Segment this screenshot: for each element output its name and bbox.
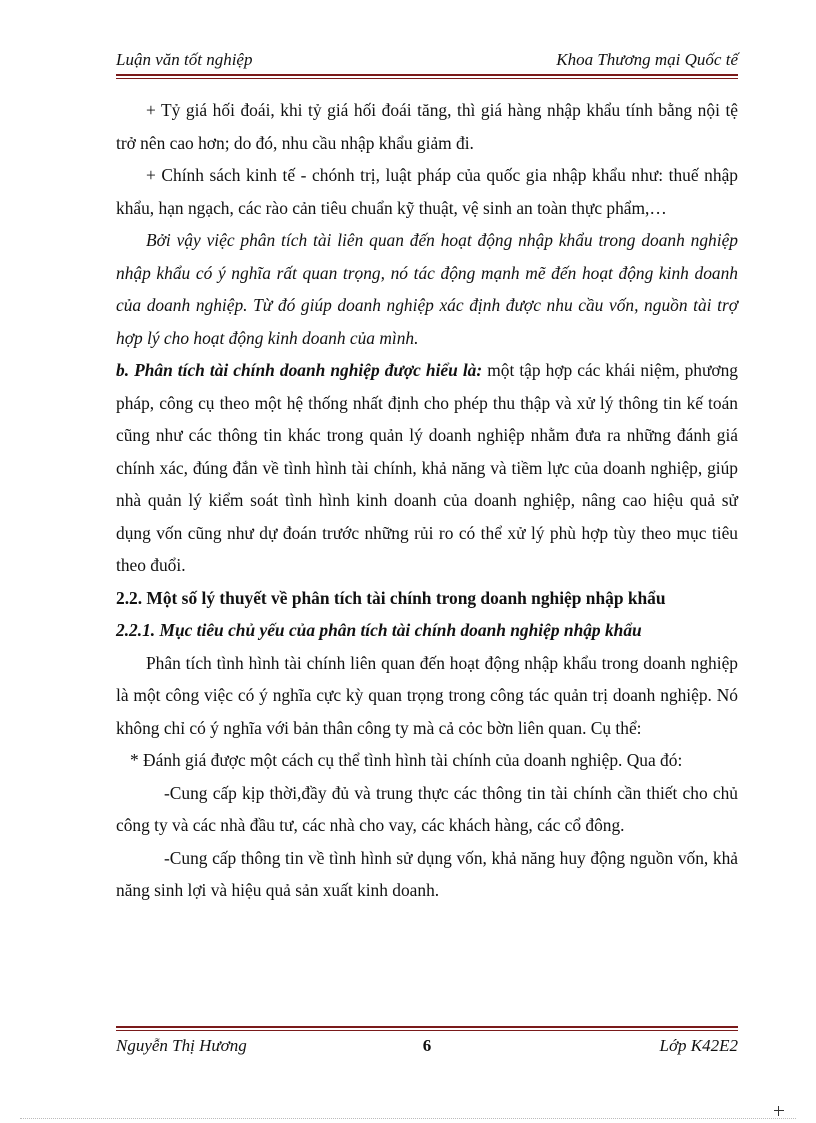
header-right: Khoa Thương mại Quốc tế — [556, 50, 738, 69]
heading-section-2-2-1: 2.2.1. Mục tiêu chủ yếu của phân tích tài chính doanh nghiệp nhập khẩu — [116, 620, 642, 640]
page-header — [116, 50, 738, 72]
paragraph-capital-info: -Cung cấp thông tin về tình hình sử dụng vốn, khả năng huy động nguồn vốn, khả năng sinh lợi và hiệu quả sản xuất kinh doanh. — [116, 847, 738, 900]
page-bottom-dotted-line — [20, 1118, 796, 1119]
page-number: 6 — [422, 1036, 432, 1055]
page-footer — [116, 1036, 738, 1060]
footer-author: Nguyễn Thị Hương — [116, 1036, 247, 1055]
header-rule-thin — [116, 78, 738, 79]
definition-label: b. Phân tích tài chính doanh nghiệp được hiểu là: — [116, 360, 483, 380]
footer-rule-thick — [116, 1026, 738, 1028]
paragraph-policy: + Chính sách kinh tế - chónh trị, luật pháp của quốc gia nhập khẩu như: thuế nhập khẩu, hạn ngạch, các rào cản tiêu chuẩn kỹ thuật, vệ sinh an toàn thực phẩm,… — [116, 165, 738, 218]
page-body — [116, 94, 738, 907]
paragraph-evaluation: * Đánh giá được một cách cụ thể tình hình tài chính của doanh nghiệp. Qua đó: — [130, 750, 683, 770]
paragraph-analysis: Phân tích tình hình tài chính liên quan đến hoạt động nhập khẩu trong doanh nghiệp là một công việc có ý nghĩa cực kỳ quan trọng trong công tác quản trị doanh nghiệp. Nó không chỉ có ý nghĩa với bản thân công ty mà cả cỏc bờn liên quan. Cụ thể: — [116, 652, 738, 738]
paragraph-exchange-rate: + Tỷ giá hối đoái, khi tỷ giá hối đoái tăng, thì giá hàng nhập khẩu tính bằng nội tệ trở nên cao hơn; do đó, nhu cầu nhập khẩu giảm đi. — [116, 100, 738, 153]
paragraph-provide-info: -Cung cấp kịp thời,đầy đủ và trung thực các thông tin tài chính cần thiết cho chủ công ty và các nhà đầu tư, các nhà cho vay, các khách hàng, các cổ đông. — [116, 782, 738, 835]
header-left: Luận văn tốt nghiệp — [116, 50, 253, 69]
paragraph-definition — [116, 354, 738, 582]
crosshair-icon — [774, 1106, 784, 1116]
footer-class: Lớp K42E2 — [659, 1036, 738, 1055]
header-rule-thick — [116, 74, 738, 76]
paragraph-conclusion: Bởi vậy việc phân tích tài liên quan đến hoạt động nhập khẩu trong doanh nghiệp nhập khẩu có ý nghĩa rất quan trọng, nó tác động mạnh mẽ đến hoạt động kinh doanh của doanh nghiệp. Từ đó giúp doanh nghiệp xác định được nhu cầu vốn, nguồn tài trợ hợp lý cho hoạt động kinh doanh của mình. — [116, 230, 738, 348]
footer-rule-thin — [116, 1030, 738, 1031]
heading-section-2-2: 2.2. Một số lý thuyết về phân tích tài chính trong doanh nghiệp nhập khẩu — [116, 587, 666, 608]
definition-text: một tập hợp các khái niệm, phương pháp, công cụ theo một hệ thống nhất định cho phép thu thập và xử lý thông tin kế toán cũng như các thông tin khác trong quản lý doanh nghiệp nhằm đưa ra những đánh giá chính xác, đúng đắn về tình hình tài chính, khả năng và tiềm lực của doanh nghiệp, giúp nhà quản lý kiểm soát tình hình kinh doanh của doanh nghiệp, nâng cao hiệu quả sử dụng vốn cũng như dự đoán trước những rủi ro có thể xử lý phù hợp tùy theo mục tiêu theo đuổi. — [116, 360, 738, 575]
